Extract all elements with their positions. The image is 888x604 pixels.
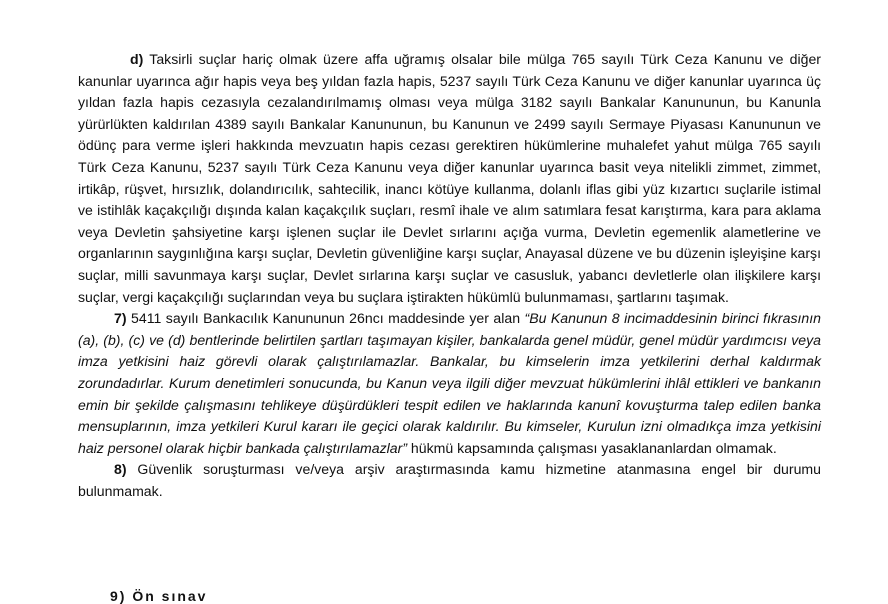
cut-off-line: 9) Ön sınav (110, 588, 208, 604)
paragraph-7-label: 7) (114, 310, 127, 327)
paragraph-8 (78, 459, 821, 502)
paragraph-7-text-after: hükmü kapsamında çalışması yasaklananlardan olmamak. (407, 439, 777, 456)
paragraph-d-text: Taksirli suçlar hariç olmak üzere affa uğramış olsalar bile mülga 765 sayılı Türk Ceza Kanunu ve diğer kanunlar uyarınca ağır hapis veya beş yıldan fazla hapis, 5237 sayılı Türk Ceza Kanunu ve diğer kanunlar uyarınca üç yıldan fazla hapis cezasıyla cezalandırılmamış olması veya mülga 3182 sayılı Bankalar Kanununun, bu Kanunla yürürlükten kaldırılan 4389 sayılı Bankalar Kanununun, bu Kanunun ve 2499 sayılı Sermaye Piyasası Kanununun ve ödünç para verme işleri hakkında mevzuatın hapis cezası gerektiren hükümlerine muhalefet yahut mülga 765 sayılı Türk Ceza Kanunu, 5237 sayılı Türk Ceza Kanunu veya diğer kanunlar uyarınca basit veya nitelikli zimmet, zimmet, irtikâp, rüşvet, hırsızlık, dolandırıcılık, sahtecilik, inancı kötüye kullanma, dolanlı iflas gibi yüz kızartıcı suçlarile istimal ve istihlâk kaçakçılığı dışında kalan kaçakçılık suçları, resmî ihale ve alım satımlara fesat karıştırma, kara para aklama veya Devletin şahsiyetine karşı işlenen suçlar ile Devlet sırlarını açığa vurma, Devletin egemenlik alametlerine ve organlarının saygınlığına karşı suçlar, Devletin güvenliğine karşı suçlar, Anayasal düzene ve bu düzenin işleyişine karşı suçlar, milli savunmaya karşı suçlar, Devlet sırlarına karşı suçlar ve casusluk, yabancı devletlerle olan ilişkilere karşı suçlar, vergi kaçakçılığı suçlarından veya bu suçlara iştirakten hükümlü bulunmaması, şartlarını taşımak. (78, 51, 821, 305)
paragraph-8-label: 8) (114, 461, 127, 478)
paragraph-7-quote: “Bu Kanunun 8 incimaddesinin birinci fıkrasının (a), (b), (c) ve (d) bentlerinde belirtilen şartları taşımayan kişiler, bankalarda genel müdür, genel müdür yardımcısı veya imza yetkisini haiz görevli olarak çalıştırılamazlar. Bankalar, bu kimselerin imza yetkilerini derhal kaldırmak zorundadırlar. Kurum denetimleri sonucunda, bu Kanun veya ilgili diğer mevzuat hükümlerini ihlâl ettikleri ve bankanın emin bir şekilde çalışmasını tehlikeye düşürdükleri tespit edilen ve haklarında kanunî kovuşturma talep edilen banka mensuplarının, imza yetkileri Kurul kararı ile geçici olarak kaldırılır. Bu kimseler, Kurulun izni olmadıkça imza yetkisini haiz personel olarak hiçbir bankada çalıştırılamazlar” (78, 310, 822, 456)
paragraph-d (78, 49, 821, 308)
paragraph-7 (78, 308, 821, 459)
paragraph-d-label: d) (130, 51, 144, 67)
paragraph-8-text: Güvenlik soruşturması ve/veya arşiv araştırmasında kamu hizmetine atanmasına engel bir durumu bulunmamak. (78, 461, 821, 499)
paragraph-7-text-before: 5411 sayılı Bankacılık Kanununun 26ncı maddesinde yer alan (131, 310, 525, 327)
document-body (78, 49, 821, 502)
